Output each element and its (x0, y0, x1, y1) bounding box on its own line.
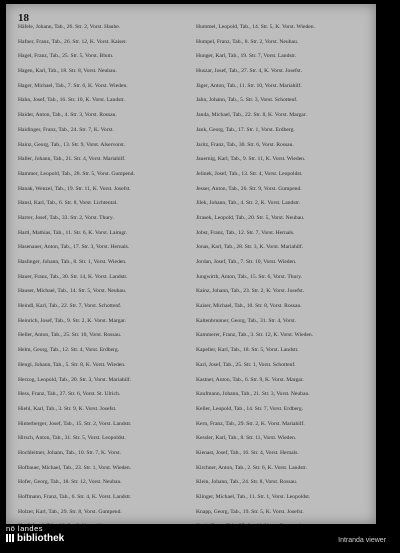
directory-entry: Hofer, Georg, Tab., 18. Str. 12, Vorst. Neubau. (18, 479, 122, 486)
directory-entry: Hahn, Josef, Tab., 16. Str. 10, K. Vorst. Landstr. (18, 97, 125, 104)
logo-text-top: nö landes (6, 524, 44, 533)
directory-entry: Humpel, Franz, Tab., 8. Str. 2, Vorst. Neubau. (196, 38, 299, 45)
directory-entry: Hauser, Michael, Tab., 14. Str. 5, Vorst. Neubau. (18, 288, 127, 295)
directory-entry: Kern, Franz, Tab., 29. Str. 2, K. Vorst. Mariahilf. (196, 420, 305, 427)
directory-entry: Heinrich, Josef, Tab., 9. Str. 2, K. Vorst. Margar. (18, 317, 126, 324)
directory-entry: Huszar, Josef, Tab., 27. Str. 4, K. Vorst. Josefst. (196, 68, 302, 75)
directory-entry: Janda, Michael, Tab., 22. Str. 8, K. Vorst. Margar. (196, 112, 307, 119)
logo-text-bottom-label: bibliothek (17, 533, 65, 544)
directory-entry: Hammer, Leopold, Tab., 28. Str. 5, Vorst. Gumpend. (18, 170, 135, 177)
page-number: 18 (18, 12, 29, 24)
directory-entry: Jaritz, Franz, Tab., 30. Str. 6, Vorst. Rossau. (196, 141, 294, 148)
directory-entry: Helm, Georg, Tab., 12. Str. 4, Vorst. Erdberg. (18, 347, 120, 354)
directory-entry: Hagen, Karl, Tab., 18. Str. 8, Vorst. Neubau. (18, 68, 117, 75)
directory-entry: Holzer, Karl, Tab., 29. Str. 8, Vorst. Gumpend. (18, 508, 122, 515)
directory-entry: Kirchner, Anton, Tab., 2. Str. 6, K. Vorst. Landstr. (196, 464, 307, 471)
directory-entry: Kaufmann, Johann, Tab., 21. Str. 3, Vorst. Neubau. (196, 391, 310, 398)
directory-entry: Jilek, Johann, Tab., 4. Str. 2, K. Vorst. Landstr. (196, 200, 301, 207)
directory-entry: Hasenauer, Anton, Tab., 17. Str. 3, Vorst. Hernals. (18, 244, 130, 251)
viewer-label[interactable]: Intranda viewer (338, 537, 386, 544)
directory-entry: Hansl, Karl, Tab., 6. Str. 8, Vorst. Lichtental. (18, 200, 118, 207)
directory-entry: Klinger, Michael, Tab., 11. Str. 1, Vorst. Leopoldst. (196, 494, 311, 500)
directory-entry: Hochleitner, Johann, Tab., 10. Str. 7, K. Vorst. (18, 449, 121, 456)
directory-entry: Harrer, Josef, Tab., 33. Str. 2, Vorst. Thury. (18, 214, 114, 221)
directory-entry: Hummel, Leopold, Tab., 14. Str. 5, K. Vorst. Wieden. (196, 24, 315, 30)
directory-entry: Kainz, Johann, Tab., 23. Str. 2, K. Vorst. Josefst. (196, 288, 305, 295)
directory-entry: Jirasek, Leopold, Tab., 20. Str. 5, Vorst. Neubau. (196, 214, 305, 221)
directory-entry: Häfele, Johann, Tab., 26. Str. 2, Vorst. Haube. (18, 24, 121, 30)
directory-entry: Kessler, Karl, Tab., 8. Str. 11, Vorst. Wieden. (196, 435, 297, 442)
directory-entry: Jesser, Anton, Tab., 26. Str. 9, Vorst. Gumpend. (196, 185, 302, 192)
directory-entry: Kastner, Anton, Tab., 6. Str. 9, K. Vorst. Margar. (196, 376, 304, 383)
logo-text-bottom (6, 533, 76, 544)
directory-entry: Hengl, Johann, Tab., 5. Str. 8, K. Vorst. Wieden. (18, 361, 126, 368)
library-logo[interactable] (6, 524, 76, 544)
directory-entry: Hunger, Karl, Tab., 19. Str. 7, Vorst. Landstr. (196, 53, 297, 60)
directory-entry: Hainz, Georg, Tab., 13. Str. 9, Vorst. Alservorst. (18, 141, 126, 148)
left-column (18, 24, 190, 524)
directory-entry: Hagel, Franz, Tab., 25. Str. 5, Vorst. Blum. (18, 53, 114, 60)
directory-entry: Hartl, Mathias, Tab., 11. Str. 6, K. Vorst. Laimgr. (18, 229, 128, 236)
directory-entry: Jelinek, Josef, Tab., 13. Str. 4, Vorst. Leopoldst. (196, 170, 303, 177)
directory-entry: Jungwirth, Anton, Tab., 15. Str. 6, Vorst. Thury. (196, 273, 303, 280)
directory-entry: Heindl, Karl, Tab., 22. Str. 7, Vorst. Schottenf. (18, 303, 122, 310)
directory-entry: Hafner, Franz, Tab., 26. Str. 12, K. Vorst. Kaiser. (18, 38, 127, 45)
scanned-page (6, 4, 376, 524)
directory-entry: Hiebl, Karl, Tab., 3. Str. 9, K. Vorst. Josefst. (18, 405, 117, 412)
directory-entry: Jäger, Anton, Tab., 11. Str. 10, Vorst. Mariahilf. (196, 82, 302, 89)
directory-entry: Hofbauer, Michael, Tab., 23. Str. 1, Vorst. Wieden. (18, 464, 132, 471)
directory-entry: Jahn, Johann, Tab., 5. Str. 3, Vorst. Schottenf. (196, 97, 298, 104)
directory-entry: Keller, Leopold, Tab., 14. Str. 7, Vorst. Erdberg. (196, 405, 304, 412)
directory-entry: Karl, Josef, Tab., 25. Str. 1, Vorst. Schottenf. (196, 361, 296, 368)
directory-entry: Hess, Franz, Tab., 27. Str. 6, Vorst. St. Ulrich. (18, 391, 121, 398)
directory-entry: Knapp, Georg, Tab., 19. Str. 5, K. Vorst. Josefst. (196, 508, 304, 515)
directory-entry: Hoffmann, Franz, Tab., 6. Str. 4, K. Vorst. Landstr. (18, 494, 132, 500)
directory-entry: Hager, Michael, Tab., 7. Str. 6, K. Vorst. Wieden. (18, 82, 128, 89)
directory-entry: Jonas, Karl, Tab., 28. Str. 3, K. Vorst. Mariahilf. (196, 244, 304, 251)
directory-entry: Haslinger, Johann, Tab., 8. Str. 1, Vorst. Wieden. (18, 259, 127, 265)
directory-entry: Jank, Georg, Tab., 17. Str. 1, Vorst. Erdberg. (196, 126, 295, 133)
directory-entry: Hauer, Franz, Tab., 30. Str. 14, K. Vorst. Landstr. (18, 273, 128, 280)
directory-entry: Haidinger, Franz, Tab., 24. Str. 7, K. Vorst. (18, 126, 114, 133)
directory-entry: Kapeller, Karl, Tab., 18. Str. 5, Vorst. Landstr. (196, 347, 299, 354)
directory-entry: Kienast, Josef, Tab., 16. Str. 4, Vorst. Hernals. (196, 449, 299, 456)
directory-entry: Hinterberger, Josef, Tab., 15. Str. 2, Vorst. Landstr. (18, 420, 132, 427)
directory-entry: Jobst, Franz, Tab., 12. Str. 7, Vorst. Hernals. (196, 229, 295, 236)
directory-entry: Jordan, Josef, Tab., 7. Str. 10, Vorst. Wieden. (196, 259, 297, 265)
directory-entry: Kammerer, Franz, Tab., 3. Str. 12, K. Vorst. Wieden. (196, 332, 314, 339)
directory-entry: Klein, Johann, Tab., 24. Str. 8, Vorst. Rossau. (196, 479, 298, 486)
directory-entry: Haider, Anton, Tab., 4. Str. 3, Vorst. Rossau. (18, 112, 117, 119)
right-column (196, 24, 368, 524)
directory-entry: Haller, Johann, Tab., 21. Str. 4, Vorst. Mariahilf. (18, 156, 126, 163)
directory-entry: Jauernig, Karl, Tab., 9. Str. 11, K. Vorst. Wieden. (196, 156, 306, 163)
directory-entry: Kaltenbrunner, Georg, Tab., 31. Str. 4, Vorst. (196, 317, 296, 324)
logo-bars-icon (6, 534, 15, 542)
directory-entry: Kaiser, Michael, Tab., 10. Str. 8, Vorst. Rossau. (196, 303, 302, 310)
directory-entry: Hanak, Wenzel, Tab., 19. Str. 11, K. Vorst. Josefst. (18, 185, 131, 192)
directory-entry: Herzog, Leopold, Tab., 20. Str. 3, Vorst. Mariahilf. (18, 376, 132, 383)
directory-entry: Heller, Anton, Tab., 25. Str. 10, Vorst. Rossau. (18, 332, 122, 339)
directory-entry: Hirsch, Anton, Tab., 31. Str. 5, Vorst. Leopoldst. (18, 435, 126, 442)
